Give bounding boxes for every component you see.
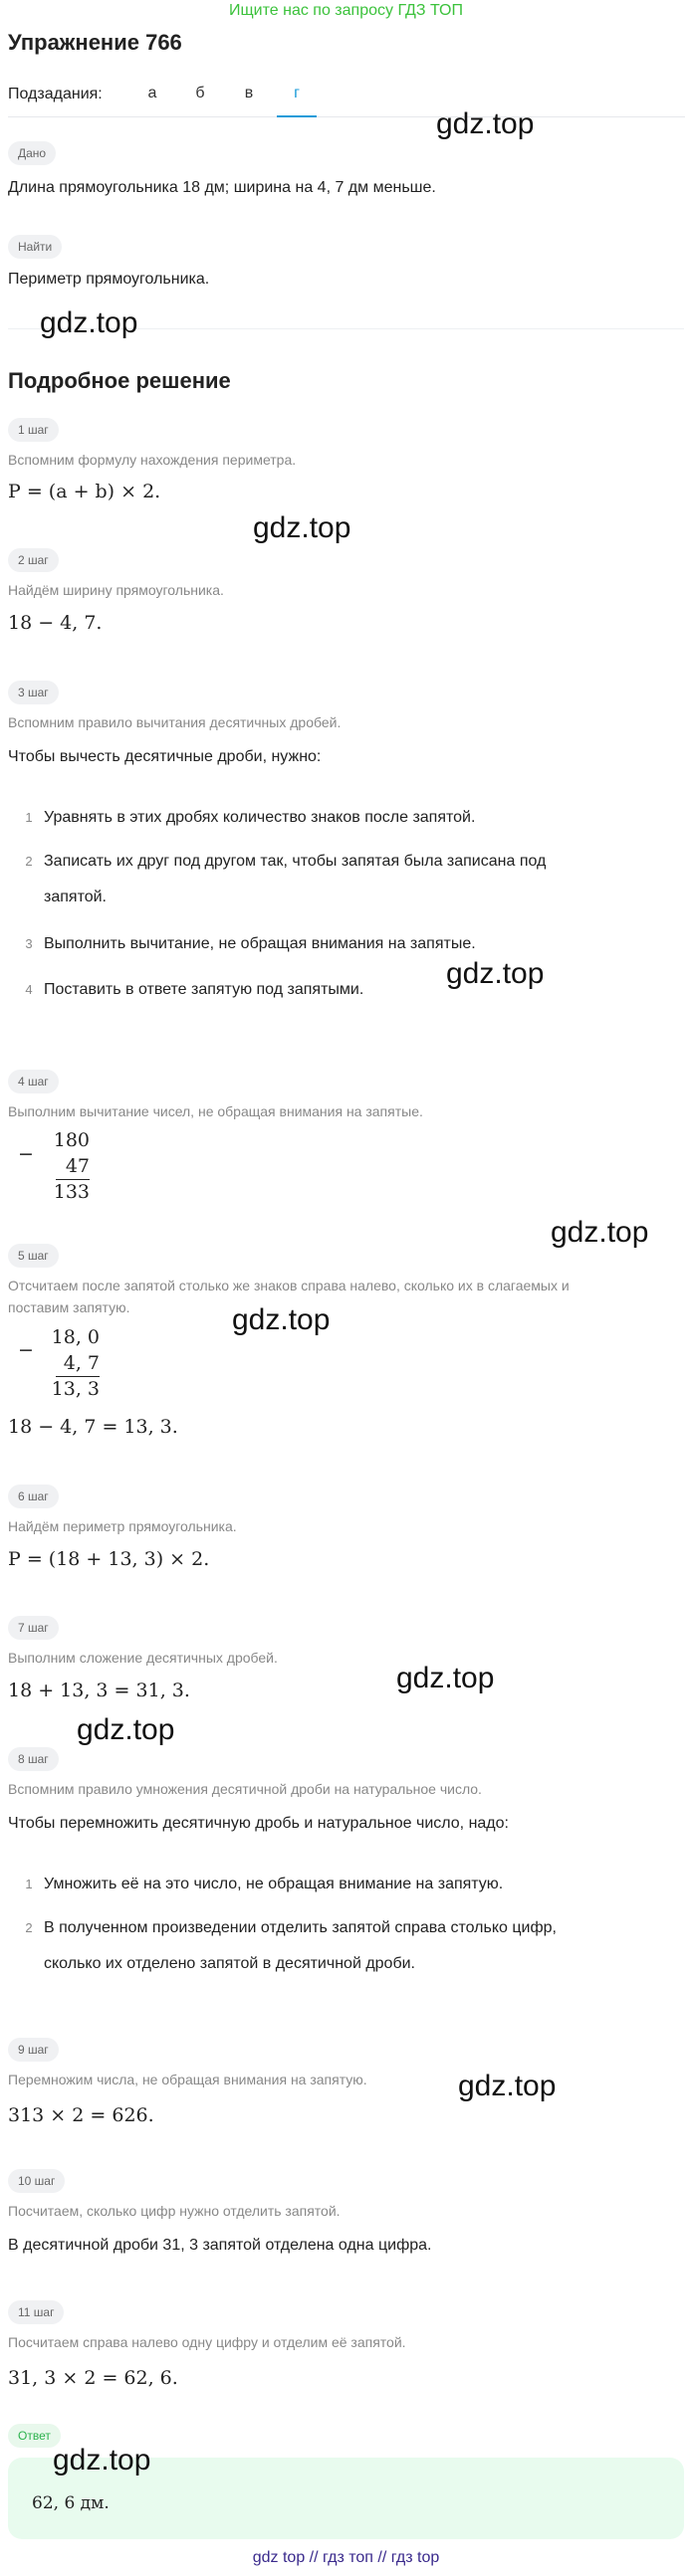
answer-text: 62, 6 дм.: [32, 2493, 110, 2513]
step-11-math: 31, 3 × 2 = 62, 6.: [8, 2367, 178, 2389]
list-number: 2: [25, 1920, 33, 1935]
step-9-desc: Перемножим числа, не обращая внимания на запятую.: [8, 2072, 367, 2087]
column-subtrahend: 47: [65, 1155, 90, 1177]
answer-pill: Ответ: [8, 2424, 61, 2448]
watermark: gdz.top: [77, 1713, 175, 1746]
list-item: Выполнить вычитание, не обращая внимания на запятые.: [44, 935, 476, 952]
list-item: Записать их друг под другом так, чтобы запятая была записана под: [44, 853, 547, 870]
column-result: 13, 3: [51, 1378, 100, 1400]
list-number: 4: [25, 982, 33, 997]
step-3-pill: 3 шаг: [8, 681, 59, 704]
step-8-desc: Вспомним правило умножения десятичной дроби на натуральное число.: [8, 1781, 482, 1797]
column-subtrahend: 4, 7: [63, 1352, 100, 1374]
step-5-desc: поставим запятую.: [8, 1299, 130, 1315]
step-7-desc: Выполним сложение десятичных дробей.: [8, 1650, 278, 1666]
column-result: 133: [53, 1181, 90, 1203]
watermark: gdz.top: [396, 1662, 495, 1694]
step-1-math: P = (a + b) × 2.: [8, 481, 161, 502]
footer-separator: //: [377, 2549, 387, 2566]
list-item: Умножить её на это число, не обращая внимание на запятую.: [44, 1876, 504, 1892]
step-10-text: В десятичной дроби 31, 3 запятой отделена одна цифра.: [8, 2237, 432, 2254]
step-5-desc: Отсчитаем после запятой столько же знаков справа налево, сколько их в слагаемых и: [8, 1278, 570, 1293]
minus-sign: −: [18, 1143, 34, 1165]
list-number: 2: [25, 854, 33, 869]
solution-title: Подробное решение: [8, 368, 231, 393]
step-8-pill: 8 шаг: [8, 1747, 59, 1771]
column-minuend: 180: [53, 1129, 90, 1151]
footer-links: [0, 2549, 692, 2567]
step-11-pill: 11 шаг: [8, 2300, 64, 2324]
watermark: gdz.top: [232, 1303, 331, 1336]
step-7-math: 18 + 13, 3 = 31, 3.: [8, 1680, 190, 1701]
step-6-desc: Найдём периметр прямоугольника.: [8, 1518, 237, 1534]
step-7-pill: 7 шаг: [8, 1616, 59, 1640]
step-9-pill: 9 шаг: [8, 2038, 59, 2062]
list-number: 1: [25, 1877, 33, 1891]
watermark: gdz.top: [253, 511, 351, 544]
footer-separator: //: [309, 2549, 319, 2566]
tab-v[interactable]: в: [244, 85, 254, 101]
find-pill: Найти: [8, 235, 62, 259]
given-text: Длина прямоугольника 18 дм; ширина на 4, 7 дм меньше.: [8, 179, 436, 196]
footer-link-gdz-top[interactable]: gdz top: [252, 2549, 306, 2566]
step-9-math: 313 × 2 = 626.: [8, 2104, 154, 2126]
watermark: gdz.top: [40, 306, 138, 339]
minus-sign: −: [18, 1339, 34, 1361]
step-10-desc: Посчитаем, сколько цифр нужно отделить запятой.: [8, 2203, 341, 2219]
tab-g[interactable]: г: [277, 84, 317, 117]
list-number: 3: [25, 936, 33, 951]
step-6-pill: 6 шаг: [8, 1485, 59, 1508]
column-minuend: 18, 0: [51, 1326, 100, 1348]
given-pill: Дано: [8, 141, 56, 165]
list-number: 1: [25, 810, 33, 825]
list-item-cont: запятой.: [44, 889, 107, 905]
subtasks-bar: [8, 80, 685, 117]
watermark: gdz.top: [551, 1216, 649, 1249]
step-5-math: 18 − 4, 7 = 13, 3.: [8, 1416, 178, 1438]
step-1-desc: Вспомним формулу нахождения периметра.: [8, 452, 297, 468]
step-8-text: Чтобы перемножить десятичную дробь и натуральное число, надо:: [8, 1815, 509, 1832]
step-10-pill: 10 шаг: [8, 2169, 65, 2193]
step-11-desc: Посчитаем справа налево одну цифру и отделим её запятой.: [8, 2334, 406, 2350]
tab-a[interactable]: а: [147, 85, 157, 101]
step-4-pill: 4 шаг: [8, 1070, 59, 1093]
watermark: gdz.top: [446, 957, 545, 990]
step-2-math: 18 − 4, 7.: [8, 612, 103, 634]
subtasks-label: Подзадания:: [8, 86, 103, 102]
step-3-text: Чтобы вычесть десятичные дроби, нужно:: [8, 748, 322, 765]
step-5-pill: 5 шаг: [8, 1244, 59, 1268]
step-4-desc: Выполним вычитание чисел, не обращая внимания на запятые.: [8, 1103, 423, 1119]
find-text: Периметр прямоугольника.: [8, 271, 210, 288]
footer-link-gdz-top-mixed[interactable]: гдз top: [390, 2549, 440, 2566]
list-item-cont: сколько их отделено запятой в десятичной дроби.: [44, 1955, 415, 1972]
page-title: Упражнение 766: [8, 30, 182, 55]
watermark: gdz.top: [458, 2070, 557, 2102]
footer-link-gdz-top-ru[interactable]: гдз топ: [323, 2549, 373, 2566]
step-6-math: P = (18 + 13, 3) × 2.: [8, 1548, 210, 1570]
step-1-pill: 1 шаг: [8, 418, 59, 442]
search-banner: Ищите нас по запросу ГДЗ ТОП: [229, 2, 463, 19]
list-item: Уравнять в этих дробях количество знаков после запятой.: [44, 809, 476, 826]
list-item: Поставить в ответе запятую под запятыми.: [44, 981, 364, 998]
step-2-pill: 2 шаг: [8, 548, 59, 572]
watermark: gdz.top: [53, 2444, 151, 2477]
step-3-desc: Вспомним правило вычитания десятичных дробей.: [8, 714, 342, 730]
tab-b[interactable]: б: [195, 85, 205, 101]
step-2-desc: Найдём ширину прямоугольника.: [8, 582, 224, 598]
list-item: В полученном произведении отделить запятой справа столько цифр,: [44, 1919, 557, 1936]
watermark: gdz.top: [436, 107, 535, 140]
